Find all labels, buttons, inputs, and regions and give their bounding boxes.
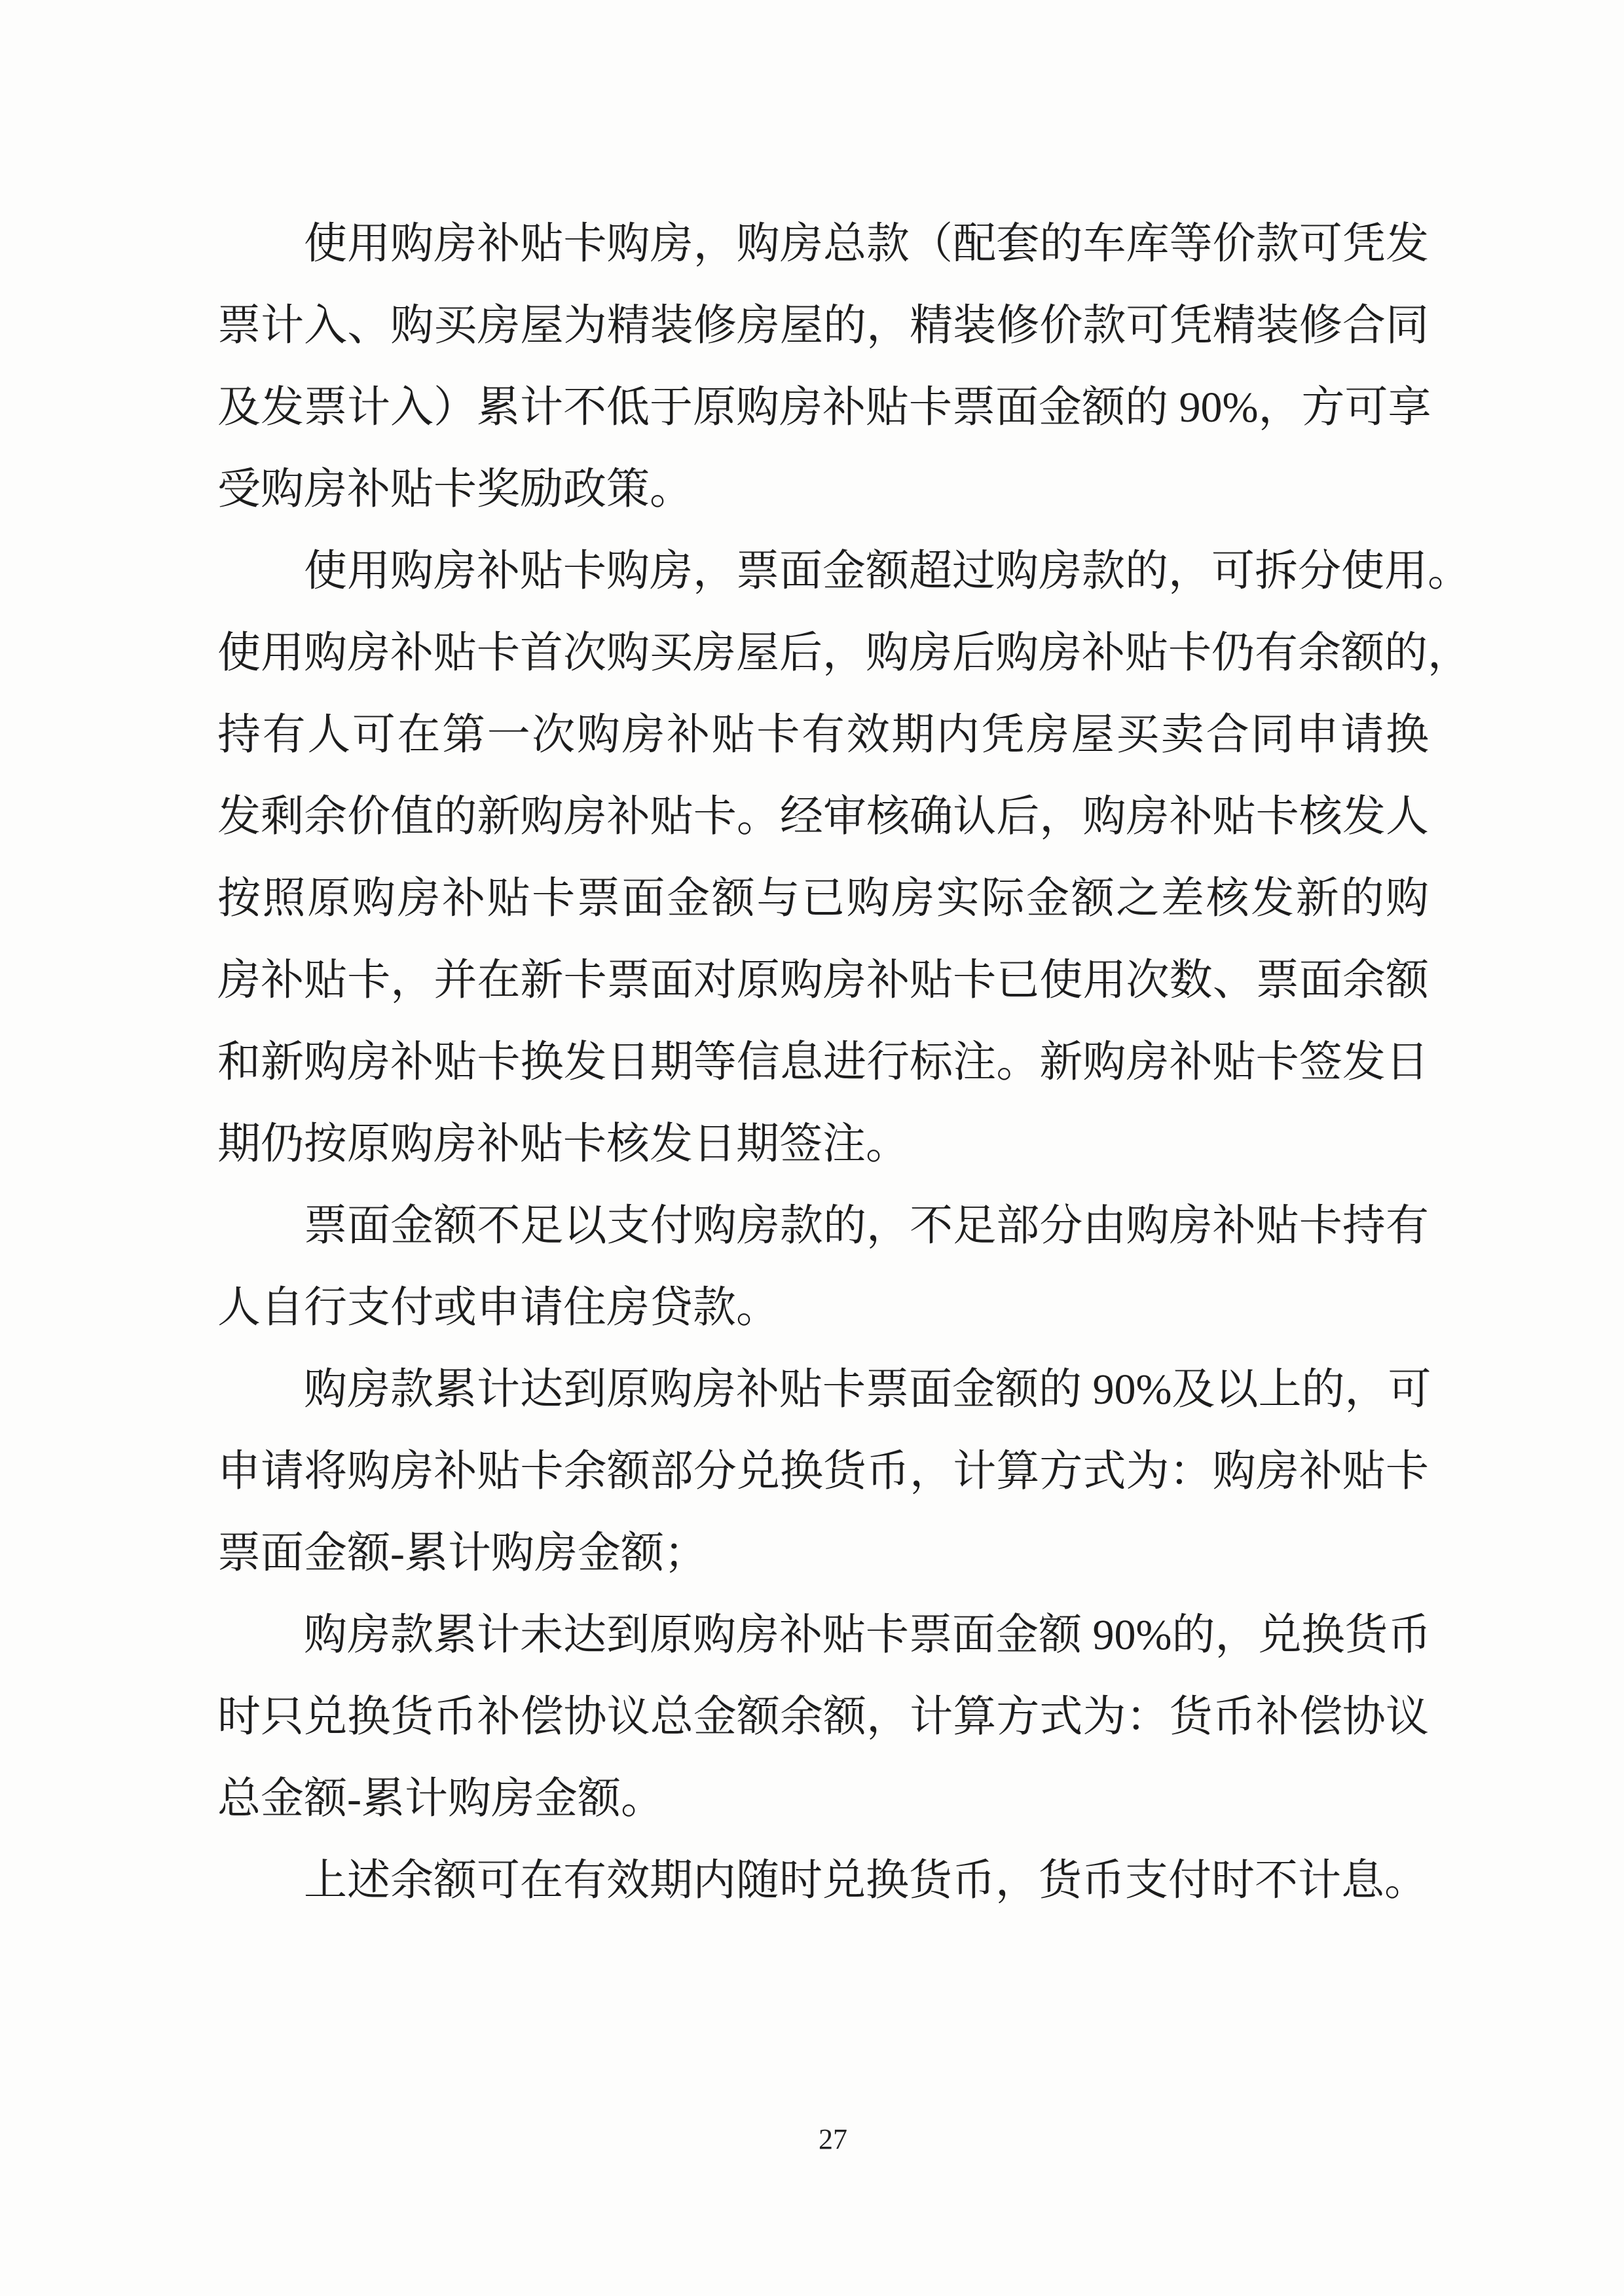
text-line: 总金额-累计购房金额。 xyxy=(217,1775,664,1823)
paragraph xyxy=(217,1349,1429,1594)
text-line: 房补贴卡，并在新卡票面对原购房补贴卡已使用次数、票面余额 xyxy=(217,957,1429,1004)
text-line: 及发票计入）累计不低于原购房补贴卡票面金额的 90%，方可享 xyxy=(217,384,1431,431)
text-line: 使用购房补贴卡首次购买房屋后，购房后购房补贴卡仍有余额的， xyxy=(217,629,1471,677)
text-line: 票面金额不足以支付购房款的，不足部分由购房补贴卡持有 xyxy=(304,1202,1429,1250)
text-line: 时只兑换货币补偿协议总金额余额，计算方式为：货币补偿协议 xyxy=(217,1693,1429,1741)
text-line: 持有人可在第一次购房补贴卡有效期内凭房屋买卖合同申请换 xyxy=(217,711,1429,759)
paragraph xyxy=(217,203,1429,530)
text-line: 期仍按原购房补贴卡核发日期签注。 xyxy=(217,1120,909,1168)
text-line: 和新购房补贴卡换发日期等信息进行标注。新购房补贴卡签发日 xyxy=(217,1038,1429,1086)
text-line: 票计入、购买房屋为精装修房屋的，精装修价款可凭精装修合同 xyxy=(217,302,1429,350)
text-line: 人自行支付或申请住房贷款。 xyxy=(217,1284,779,1332)
text-line: 发剩余价值的新购房补贴卡。经审核确认后，购房补贴卡核发人 xyxy=(217,793,1429,841)
text-line: 受购房补贴卡奖励政策。 xyxy=(217,465,693,513)
document-body xyxy=(217,203,1471,1922)
paragraph xyxy=(217,530,1471,1185)
paragraph xyxy=(217,1185,1429,1349)
text-line: 购房款累计未达到原购房补贴卡票面金额 90%的，兑换货币 xyxy=(304,1611,1431,1659)
text-line: 购房款累计达到原购房补贴卡票面金额的 90%及以上的，可 xyxy=(304,1366,1431,1413)
text-line: 票面金额-累计购房金额； xyxy=(217,1529,707,1577)
text-line: 上述余额可在有效期内随时兑换货币，货币支付时不计息。 xyxy=(304,1857,1428,1904)
text-line: 申请将购房补贴卡余额部分兑换货币，计算方式为：购房补贴卡 xyxy=(217,1448,1429,1495)
paragraph xyxy=(217,1594,1429,1840)
paragraph xyxy=(217,1840,1429,1922)
page-number: 27 xyxy=(819,2123,847,2155)
text-line: 使用购房补贴卡购房，购房总款（配套的车库等价款可凭发 xyxy=(304,220,1429,268)
text-line: 使用购房补贴卡购房，票面金额超过购房款的，可拆分使用。 xyxy=(304,547,1471,595)
text-line: 按照原购房补贴卡票面金额与已购房实际金额之差核发新的购 xyxy=(217,875,1429,922)
